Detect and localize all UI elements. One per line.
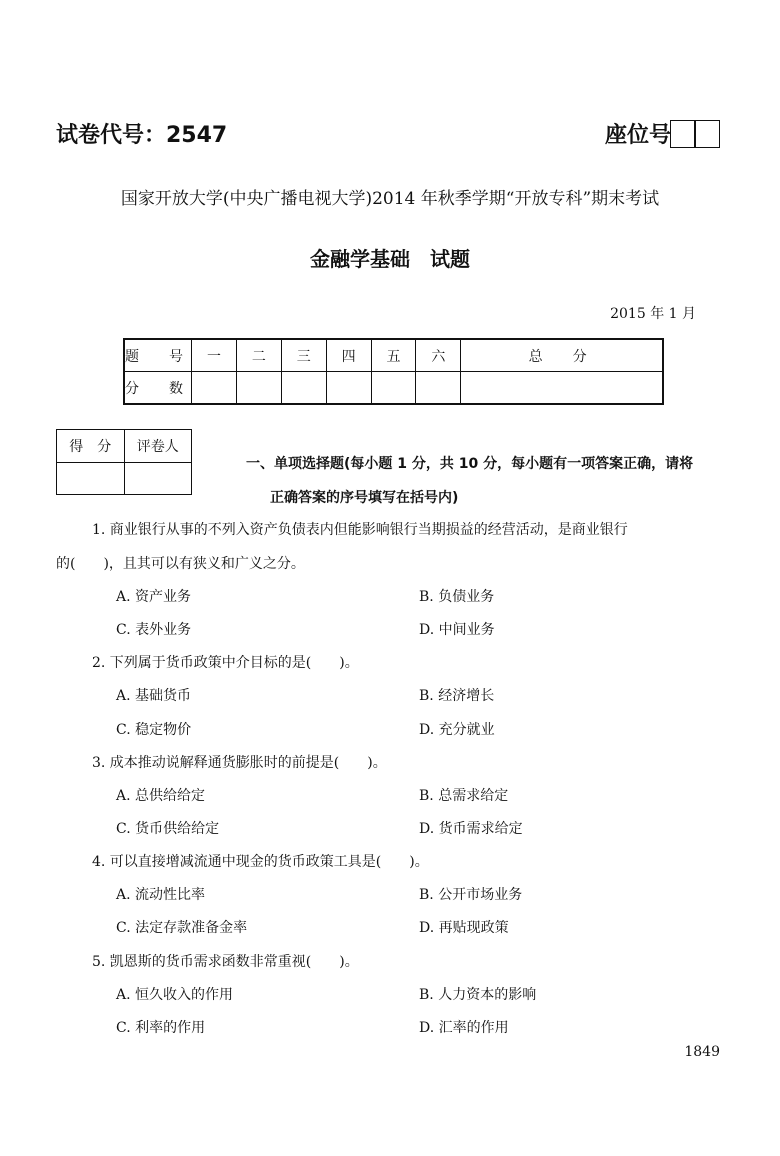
score-cell-2[interactable] bbox=[236, 372, 281, 405]
score-cell-3[interactable] bbox=[281, 372, 326, 405]
score-table bbox=[123, 338, 664, 405]
question-2-option-b: B. 经济增长 bbox=[419, 688, 495, 704]
grader-name-cell[interactable] bbox=[124, 462, 192, 495]
question-1-option-a: A. 资产业务 bbox=[116, 589, 192, 605]
page-number: 1849 bbox=[684, 1044, 720, 1060]
score-cell-total[interactable] bbox=[461, 372, 663, 405]
question-3-option-a: A. 总供给给定 bbox=[116, 788, 206, 804]
question-5-stem: 5. 凯恩斯的货币需求函数非常重视( )。 bbox=[92, 954, 359, 970]
question-2-option-d: D. 充分就业 bbox=[419, 722, 495, 738]
score-col-3: 三 bbox=[281, 339, 326, 372]
score-table-header-row bbox=[124, 339, 663, 372]
score-col-6: 六 bbox=[416, 339, 461, 372]
score-cell-5[interactable] bbox=[371, 372, 416, 405]
question-4-stem: 4. 可以直接增减流通中现金的货币政策工具是( )。 bbox=[92, 854, 429, 870]
question-2-option-a: A. 基础货币 bbox=[116, 688, 192, 704]
section-heading-line1: 一、单项选择题(每小题 1 分，共 10 分，每小题有一项答案正确，请将 bbox=[246, 456, 694, 472]
grader-table bbox=[56, 429, 192, 495]
question-5-option-c: C. 利率的作用 bbox=[116, 1020, 206, 1036]
question-5-option-a: A. 恒久收入的作用 bbox=[116, 987, 234, 1003]
score-col-1: 一 bbox=[192, 339, 237, 372]
exam-title: 金融学基础 试题 bbox=[310, 247, 470, 271]
score-table-label: 题 号 bbox=[124, 339, 192, 372]
seat-box-1[interactable] bbox=[670, 120, 696, 148]
question-1-option-d: D. 中间业务 bbox=[419, 622, 495, 638]
score-col-2: 二 bbox=[236, 339, 281, 372]
score-cell-6[interactable] bbox=[416, 372, 461, 405]
grader-score-label: 得 分 bbox=[57, 430, 125, 463]
question-4-option-d: D. 再贴现政策 bbox=[419, 920, 509, 936]
question-4-option-b: B. 公开市场业务 bbox=[419, 887, 523, 903]
question-3-stem: 3. 成本推动说解释通货膨胀时的前提是( )。 bbox=[92, 755, 387, 771]
question-1-option-b: B. 负债业务 bbox=[419, 589, 495, 605]
question-3-option-b: B. 总需求给定 bbox=[419, 788, 509, 804]
score-col-5: 五 bbox=[371, 339, 416, 372]
paper-code: 试卷代号：2547 bbox=[56, 123, 228, 148]
seat-number bbox=[605, 118, 720, 149]
exam-date: 2015 年 1 月 bbox=[610, 306, 696, 322]
score-row-label: 分 数 bbox=[124, 372, 192, 405]
question-1-stem-cont: 的( )，且其可以有狭义和广义之分。 bbox=[56, 556, 305, 572]
seat-label: 座位号 bbox=[605, 123, 672, 148]
question-3-option-c: C. 货币供给给定 bbox=[116, 821, 220, 837]
question-1-stem: 1. 商业银行从事的不列入资产负债表内但能影响银行当期损益的经营活动，是商业银行 bbox=[92, 522, 628, 538]
question-4-option-c: C. 法定存款准备金率 bbox=[116, 920, 248, 936]
score-table-score-row bbox=[124, 372, 663, 405]
section-heading-line2: 正确答案的序号填写在括号内) bbox=[270, 490, 459, 506]
question-5-option-b: B. 人力资本的影响 bbox=[419, 987, 537, 1003]
score-col-total: 总 分 bbox=[461, 339, 663, 372]
question-1-option-c: C. 表外业务 bbox=[116, 622, 192, 638]
question-5-option-d: D. 汇率的作用 bbox=[419, 1020, 509, 1036]
grader-score-cell[interactable] bbox=[57, 462, 125, 495]
exam-header: 国家开放大学(中央广播电视大学)2014 年秋季学期“开放专科”期末考试 bbox=[120, 189, 660, 209]
question-3-option-d: D. 货币需求给定 bbox=[419, 821, 523, 837]
question-2-stem: 2. 下列属于货币政策中介目标的是( )。 bbox=[92, 655, 359, 671]
grader-name-label: 评卷人 bbox=[124, 430, 192, 463]
question-4-option-a: A. 流动性比率 bbox=[116, 887, 206, 903]
score-col-4: 四 bbox=[326, 339, 371, 372]
score-cell-4[interactable] bbox=[326, 372, 371, 405]
question-2-option-c: C. 稳定物价 bbox=[116, 722, 192, 738]
seat-box-2[interactable] bbox=[694, 120, 720, 148]
score-cell-1[interactable] bbox=[192, 372, 237, 405]
